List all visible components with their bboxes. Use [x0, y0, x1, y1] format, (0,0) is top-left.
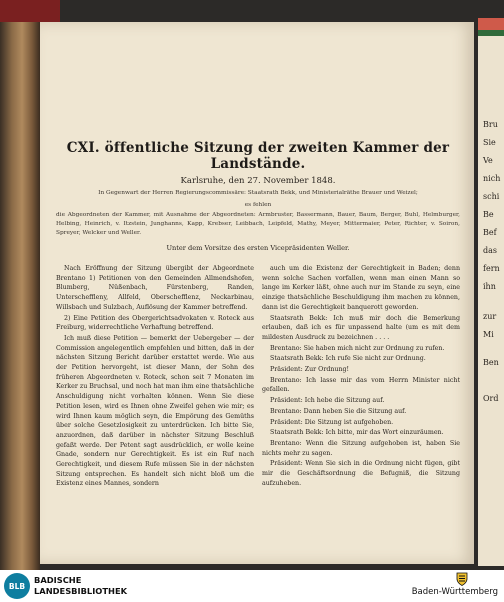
left-column: [56, 264, 254, 490]
adjacent-word: zur: [483, 312, 497, 321]
adjacent-word: Be: [483, 210, 494, 219]
adjacent-word: nich: [483, 174, 501, 183]
adjacent-word: Ord: [483, 394, 499, 403]
paragraph: 2) Eine Petition des Obergerichtsadvokaten v. Roteck aus Freiburg, widerrechtliche Verhaftung betreffend.: [56, 314, 254, 332]
footer-bar: [0, 570, 504, 602]
adjacent-word: fern: [483, 264, 500, 273]
adjacent-word: Mi: [483, 330, 494, 339]
library-name-line2: LANDESBIBLIOTHEK: [34, 586, 128, 596]
speaker-line: Staatsrath Bekk: Ich muß mir doch die Bemerkung erlauben, daß ich es für unpassend halte (um es mit dem mildesten Ausdruck zu bezeichnen . . . .: [262, 314, 460, 341]
speaker-line: Präsident: Die Sitzung ist aufgehoben.: [270, 418, 394, 426]
adjacent-word: das: [483, 246, 497, 255]
adjacent-word: ihn: [483, 282, 496, 291]
dateline: Karlsruhe, den 27. November 1848.: [180, 176, 336, 186]
speaker-line: Präsident: Ich hebe die Sitzung auf.: [270, 397, 385, 405]
speaker-line: Staatsrath Bekk: Ich rufe Sie nicht zur Ordnung.: [270, 355, 426, 363]
paragraph: auch um die Existenz der Gerechtigkeit in Baden; denn wenn solche Sachen vorfallen, wenn man einen Mann so lange im Kerker läßt, ohne auch nur im Stande zu seyn, eine einzige thatsächliche Beschuldigung ihm machen zu können, dann ist die Gerechtigkeit banquerott geworden.: [262, 265, 460, 311]
adjacent-word: Ben: [483, 358, 499, 367]
chair-line: Unter dem Vorsitze des ersten Vicepräsidenten Weller.: [166, 244, 350, 252]
library-name-line1: BADISCHE: [34, 575, 82, 585]
right-column: [262, 264, 460, 490]
coat-of-arms-icon: [456, 572, 468, 586]
bookmark-tab: [478, 18, 504, 30]
adjacent-word: Bef: [483, 228, 497, 237]
book-spine: [0, 0, 40, 570]
session-title: CXI. öffentliche Sitzung der zweiten Kammer der Landstände.: [66, 140, 450, 172]
speaker-line: Präsident: Zur Ordnung!: [270, 366, 350, 374]
speaker-line: Staatsrath Bekk: Ich bitte, mir das Wort einzuräumen.: [270, 429, 444, 437]
adjacent-page-edge: [478, 18, 504, 566]
adjacent-word: Sie: [483, 138, 496, 147]
state-label[interactable]: Baden-Württemberg: [411, 587, 498, 597]
speaker-line: Brentano: Wenn die Sitzung aufgehoben ist, haben Sie nichts mehr zu sagen.: [262, 439, 460, 457]
book-page: [40, 22, 474, 564]
binding-corner: [0, 0, 60, 22]
adjacent-word: Bru: [483, 120, 498, 129]
speaker-line: Brentano: Sie haben mich nicht zur Ordnung zu rufen.: [270, 344, 445, 352]
page-content: [56, 140, 460, 490]
library-name[interactable]: [34, 575, 127, 597]
speaker-line: Brentano: Ich lasse mir das vom Herrn Minister nicht gefallen.: [262, 376, 460, 394]
paragraph: Ich muß diese Petition — bemerkt der Uebergeber — der Commission angelegentlich empfehlen und bitten, daß in der nächsten Sitzung Bericht darüber erstattet werde. Wie aus der Petition hervorgeht, ist dieser Mann, der Sohn des früheren Abgeordneten v. Roteck, schon seit 7 Monaten im Kerker zu Bruchsal, und noch hat man ihm eine thatsächliche Anschuldigung nicht vorhalten können. Wenn Sie diese Petition lesen, wird es Ihnen ohne Zweifel gehen wie mir; es wird Ihnen kaum möglich seyn, die Empörung des Gemüths über solche Gesetzlosigkeit zu unterdrücken. Ich bitte Sie, anzuordnen, daß darüber in nächster Sitzung Beschluß gefaßt werde. Der Petent sagt ausdrücklich, er wolle keine Gnade, sondern nur Gerechtigkeit. Es ist ein Ruf nach Gerechtigkeit, und diesem Rufe müssen Sie in der nächsten Sitzung entsprechen. Es handelt sich nicht bloß um die Existenz eines Mannes, sondern: [56, 334, 254, 488]
absent-label: es fehlen: [244, 202, 272, 208]
bookmark-ribbon: [478, 30, 504, 36]
speaker-line: Brentano: Dann heben Sie die Sitzung auf.: [270, 407, 407, 415]
speaker-line: Präsident: Wenn Sie sich in die Ordnung nicht fügen, gibt mir die Geschäftsordnung die Befugniß, die Sitzung aufzuheben.: [262, 460, 460, 487]
blb-logo-icon[interactable]: BLB: [4, 573, 30, 599]
paragraph: Nach Eröffnung der Sitzung übergibt der Abgeordnete Brentano 1) Petitionen von den Gemeinden Allmendshofen, Blumberg, Nüßenbach, Fürstenberg, Randen, Unterscheffleny, Allfeld, Oberschefflenz, Neckarbinau, Willsbach und Sulzbach, Auflösung der Kammer betreffend.: [56, 265, 254, 311]
text-columns: [56, 264, 460, 490]
presence-line: In Gegenwart der Herren Regierungscommissäre: Staatsrath Bekk, und Ministerialräthe Brauer und Weizel;: [98, 190, 418, 196]
absent-members: die Abgeordneten der Kammer, mit Ausnahme der Abgeordneten: Armbruster, Bassermann, Bauer, Baum, Berger, Buhl, Helmburger, Helbing, Heinrich, v. Itzstein, Junghanns, Kapp, Krebser, Leibbach, Leipfeld, Mathy, Meyer, Mittermaier, Peter, Richter, v. Soiron, Spreyer, Welcker und Weller.: [56, 212, 460, 236]
adjacent-word: Ve: [483, 156, 493, 165]
adjacent-word: schi: [483, 192, 500, 201]
